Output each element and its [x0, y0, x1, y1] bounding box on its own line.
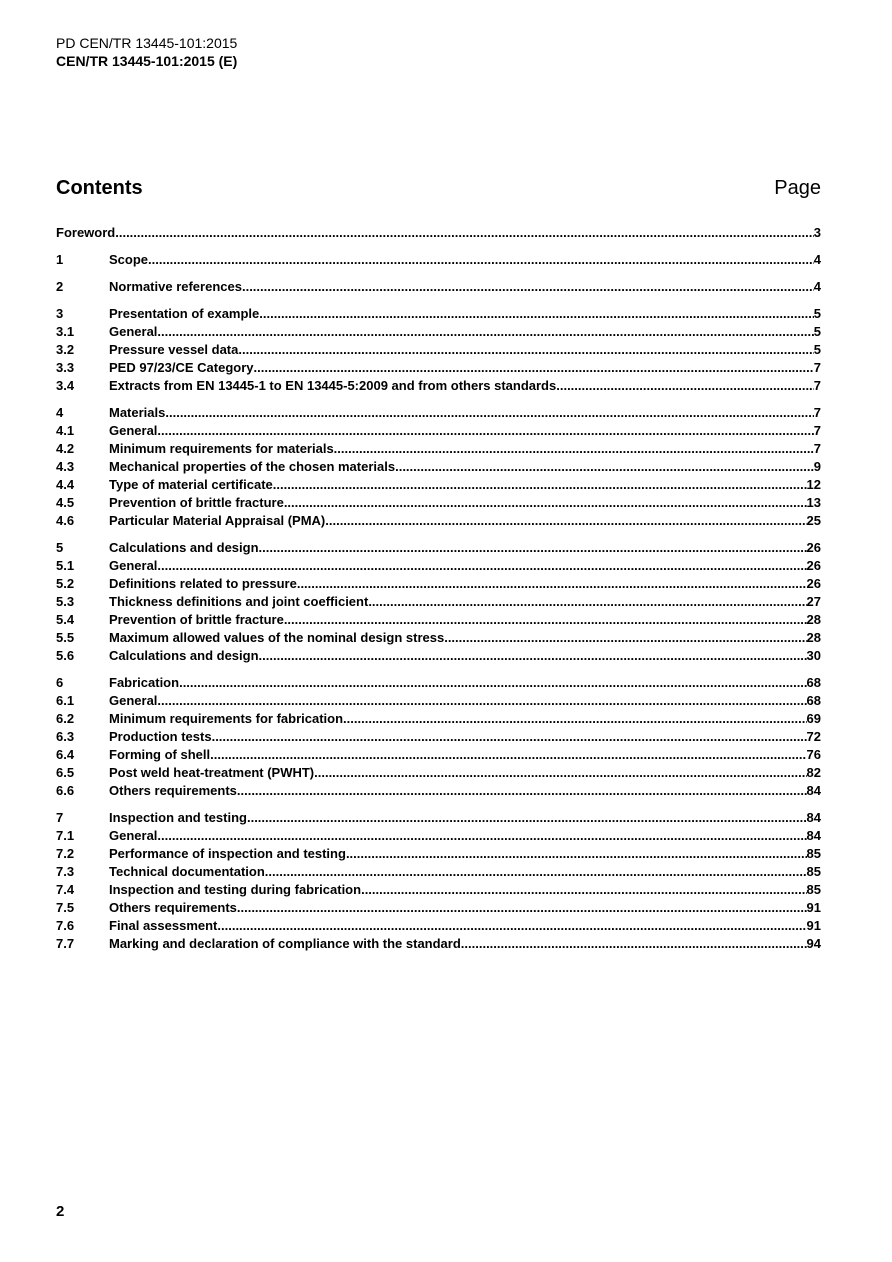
toc-entry[interactable]	[56, 693, 821, 711]
toc-dot-leader	[115, 225, 814, 240]
toc-entry-number: 7.3	[56, 864, 75, 879]
toc-entry-number: 4.2	[56, 441, 75, 456]
toc-entry-page: 85	[806, 864, 821, 879]
toc-entry-number: 5.3	[56, 594, 75, 609]
toc-entry-page: 9	[813, 459, 821, 474]
toc-entry[interactable]	[56, 747, 821, 765]
toc-entry-page: 7	[813, 378, 821, 393]
toc-dot-leader	[444, 630, 806, 645]
toc-entry-title: Others requirements	[109, 783, 237, 798]
toc-entry-title: PED 97/23/CE Category	[109, 360, 254, 375]
toc-entry-title: General	[109, 828, 158, 843]
toc-dot-leader	[265, 864, 807, 879]
toc-entry-title: Post weld heat-treatment (PWHT)	[109, 765, 315, 780]
toc-entry-page: 4	[813, 279, 821, 294]
toc-entry-title: Pressure vessel data	[109, 342, 239, 357]
toc-dot-leader	[284, 495, 807, 510]
toc-entry[interactable]	[56, 675, 821, 693]
toc-entry-title: Materials	[109, 405, 166, 420]
toc-section-group	[56, 306, 821, 396]
toc-entry-title: Minimum requirements for materials	[109, 441, 334, 456]
toc-entry-page: 7	[813, 405, 821, 420]
toc-dot-leader	[259, 540, 807, 555]
toc-entry[interactable]	[56, 225, 821, 243]
toc-entry-title: Normative references	[109, 279, 242, 294]
toc-entry-page: 5	[813, 324, 821, 339]
toc-section-group	[56, 810, 821, 954]
toc-entry[interactable]	[56, 765, 821, 783]
toc-entry-number: 6.3	[56, 729, 75, 744]
toc-entry-page: 84	[806, 783, 821, 798]
toc-entry-title: Prevention of brittle fracture	[109, 612, 284, 627]
toc-dot-leader	[556, 378, 814, 393]
toc-entry-title: General	[109, 693, 158, 708]
toc-entry-number: 7.1	[56, 828, 75, 843]
toc-dot-leader	[325, 513, 806, 528]
toc-entry-number: 5.6	[56, 648, 75, 663]
toc-entry-page: 3	[813, 225, 821, 240]
toc-entry-number: 7.6	[56, 918, 75, 933]
toc-entry[interactable]	[56, 306, 821, 324]
toc-section-group	[56, 405, 821, 531]
toc-dot-leader	[273, 477, 807, 492]
toc-dot-leader	[157, 558, 806, 573]
toc-entry-title: Particular Material Appraisal (PMA)	[109, 513, 326, 528]
toc-entry[interactable]	[56, 495, 821, 513]
toc-entry-number: 1	[56, 252, 64, 267]
toc-entry-title: Mechanical properties of the chosen materials	[109, 459, 396, 474]
toc-entry[interactable]	[56, 558, 821, 576]
toc-entry[interactable]	[56, 252, 821, 270]
toc-dot-leader	[259, 648, 807, 663]
toc-entry[interactable]	[56, 324, 821, 342]
toc-entry-number: 7.7	[56, 936, 75, 951]
toc-dot-leader	[343, 711, 806, 726]
toc-entry-title: Inspection and testing	[109, 810, 247, 825]
toc-dot-leader	[165, 405, 813, 420]
toc-entry-page: 94	[806, 936, 821, 951]
toc-entry-number: 3.3	[56, 360, 75, 375]
toc-entry-number: 6.1	[56, 693, 75, 708]
document-code-english: CEN/TR 13445-101:2015 (E)	[56, 53, 238, 69]
toc-entry[interactable]	[56, 612, 821, 630]
toc-entry-page: 7	[813, 441, 821, 456]
toc-entry-title: Production tests	[109, 729, 212, 744]
toc-entry-title: Forming of shell	[109, 747, 211, 762]
toc-entry-title: Final assessment	[109, 918, 218, 933]
toc-entry-number: 4.3	[56, 459, 75, 474]
toc-section-group	[56, 279, 821, 297]
toc-entry-number: 4.5	[56, 495, 75, 510]
toc-entry[interactable]	[56, 846, 821, 864]
toc-entry[interactable]	[56, 711, 821, 729]
toc-entry-title: Calculations and design	[109, 648, 259, 663]
toc-entry-title: Minimum requirements for fabrication	[109, 711, 344, 726]
toc-entry-title: Fabrication	[109, 675, 180, 690]
toc-entry-title: Presentation of example	[109, 306, 260, 321]
toc-entry[interactable]	[56, 783, 821, 801]
toc-dot-leader	[242, 279, 814, 294]
toc-entry-page: 13	[806, 495, 821, 510]
toc-entry-title: Prevention of brittle fracture	[109, 495, 284, 510]
toc-dot-leader	[346, 846, 807, 861]
toc-entry[interactable]	[56, 513, 821, 531]
contents-heading-row	[56, 177, 821, 200]
toc-entry-page: 25	[806, 513, 821, 528]
toc-entry-title: Type of material certificate	[109, 477, 273, 492]
toc-entry-number: 6.6	[56, 783, 75, 798]
toc-dot-leader	[314, 765, 806, 780]
toc-entry-page: 28	[806, 630, 821, 645]
toc-entry-page: 26	[806, 540, 821, 555]
toc-entry-title: General	[109, 324, 158, 339]
toc-dot-leader	[157, 828, 806, 843]
toc-dot-leader	[237, 900, 807, 915]
toc-dot-leader	[210, 747, 806, 762]
toc-entry-number: 3	[56, 306, 64, 321]
toc-entry-number: 7	[56, 810, 64, 825]
toc-entry-page: 85	[806, 882, 821, 897]
toc-section-group	[56, 252, 821, 270]
toc-entry-page: 91	[806, 900, 821, 915]
toc-entry-number: 5.4	[56, 612, 75, 627]
toc-dot-leader	[148, 252, 814, 267]
toc-entry-page: 72	[806, 729, 821, 744]
toc-entry-title: General	[109, 558, 158, 573]
toc-entry-title: Scope	[109, 252, 149, 267]
toc-entry[interactable]	[56, 882, 821, 900]
toc-dot-leader	[217, 918, 806, 933]
page-number: 2	[56, 1203, 65, 1220]
toc-entry[interactable]	[56, 729, 821, 747]
toc-entry-page: 5	[813, 342, 821, 357]
toc-entry[interactable]	[56, 279, 821, 297]
toc-entry[interactable]	[56, 828, 821, 846]
toc-entry[interactable]	[56, 360, 821, 378]
toc-entry-title: Extracts from EN 13445-1 to EN 13445-5:2009 and from others standards	[109, 378, 557, 393]
toc-entry-title: Marking and declaration of compliance with the standard	[109, 936, 461, 951]
toc-entry-page: 30	[806, 648, 821, 663]
toc-entry-number: 4.6	[56, 513, 75, 528]
toc-entry-page: 4	[813, 252, 821, 267]
toc-entry[interactable]	[56, 405, 821, 423]
toc-entry-title: Inspection and testing during fabrication	[109, 882, 362, 897]
toc-entry[interactable]	[56, 342, 821, 360]
toc-entry-number: 7.2	[56, 846, 75, 861]
toc-dot-leader	[179, 675, 806, 690]
toc-dot-leader	[461, 936, 807, 951]
toc-entry-page: 12	[806, 477, 821, 492]
toc-entry-page: 85	[806, 846, 821, 861]
toc-entry[interactable]	[56, 378, 821, 396]
toc-dot-leader	[395, 459, 814, 474]
toc-entry-page: 84	[806, 810, 821, 825]
toc-dot-leader	[157, 693, 806, 708]
page-column-label: Page	[774, 177, 821, 199]
toc-entry[interactable]	[56, 576, 821, 594]
toc-entry[interactable]	[56, 918, 821, 936]
toc-entry-number: 6.4	[56, 747, 75, 762]
toc-entry-page: 7	[813, 423, 821, 438]
toc-entry-number: 4.1	[56, 423, 75, 438]
toc-entry[interactable]	[56, 540, 821, 558]
toc-dot-leader	[259, 306, 813, 321]
toc-dot-leader	[212, 729, 807, 744]
toc-dot-leader	[297, 576, 807, 591]
toc-entry-title: Calculations and design	[109, 540, 259, 555]
toc-section-group	[56, 540, 821, 666]
toc-dot-leader	[237, 783, 807, 798]
toc-entry-number: 6.2	[56, 711, 75, 726]
toc-entry-number: 7.4	[56, 882, 75, 897]
toc-entry-title: Definitions related to pressure	[109, 576, 297, 591]
toc-entry-number: 5.2	[56, 576, 75, 591]
toc-dot-leader	[238, 342, 813, 357]
toc-entry-number: 6	[56, 675, 64, 690]
toc-entry[interactable]	[56, 864, 821, 882]
toc-entry[interactable]	[56, 648, 821, 666]
toc-entry-page: 26	[806, 558, 821, 573]
toc-entry[interactable]	[56, 630, 821, 648]
toc-entry-title: General	[109, 423, 158, 438]
toc-entry[interactable]	[56, 810, 821, 828]
toc-entry[interactable]	[56, 459, 821, 477]
toc-dot-leader	[284, 612, 807, 627]
toc-entry[interactable]	[56, 594, 821, 612]
toc-entry-number: 4	[56, 405, 64, 420]
toc-entry-title: Thickness definitions and joint coefficient	[109, 594, 369, 609]
toc-section-group	[56, 675, 821, 801]
toc-entry-number: 5.5	[56, 630, 75, 645]
toc-entry-page: 26	[806, 576, 821, 591]
toc-entry-number: 2	[56, 279, 64, 294]
table-of-contents	[56, 225, 821, 963]
toc-entry-page: 82	[806, 765, 821, 780]
toc-entry-number: 6.5	[56, 765, 75, 780]
toc-entry-number: 4.4	[56, 477, 75, 492]
toc-entry-title: Technical documentation	[109, 864, 265, 879]
toc-dot-leader	[157, 324, 813, 339]
toc-entry[interactable]	[56, 423, 821, 441]
toc-entry[interactable]	[56, 936, 821, 954]
toc-entry-number: 3.1	[56, 324, 75, 339]
document-code: PD CEN/TR 13445-101:2015	[56, 35, 238, 51]
toc-entry-page: 76	[806, 747, 821, 762]
toc-entry-page: 84	[806, 828, 821, 843]
toc-entry-page: 28	[806, 612, 821, 627]
toc-entry-page: 27	[806, 594, 821, 609]
toc-entry[interactable]	[56, 477, 821, 495]
toc-section-group	[56, 225, 821, 243]
toc-dot-leader	[157, 423, 813, 438]
toc-entry-number: 7.5	[56, 900, 75, 915]
toc-entry-title: Performance of inspection and testing	[109, 846, 346, 861]
toc-dot-leader	[254, 360, 814, 375]
toc-dot-leader	[368, 594, 806, 609]
toc-entry-number: 3.4	[56, 378, 75, 393]
toc-entry-page: 91	[806, 918, 821, 933]
toc-dot-leader	[361, 882, 806, 897]
toc-entry[interactable]	[56, 900, 821, 918]
toc-entry-page: 69	[806, 711, 821, 726]
toc-dot-leader	[334, 441, 814, 456]
contents-title: Contents	[56, 177, 143, 199]
toc-entry-title: Others requirements	[109, 900, 237, 915]
toc-entry-page: 7	[813, 360, 821, 375]
toc-entry-page: 5	[813, 306, 821, 321]
toc-entry-number: 5.1	[56, 558, 75, 573]
toc-entry-title: Foreword	[56, 225, 116, 240]
toc-entry-page: 68	[806, 693, 821, 708]
toc-dot-leader	[247, 810, 807, 825]
toc-entry-page: 68	[806, 675, 821, 690]
toc-entry-number: 3.2	[56, 342, 75, 357]
toc-entry-number: 5	[56, 540, 64, 555]
toc-entry[interactable]	[56, 441, 821, 459]
toc-entry-title: Maximum allowed values of the nominal design stress	[109, 630, 445, 645]
